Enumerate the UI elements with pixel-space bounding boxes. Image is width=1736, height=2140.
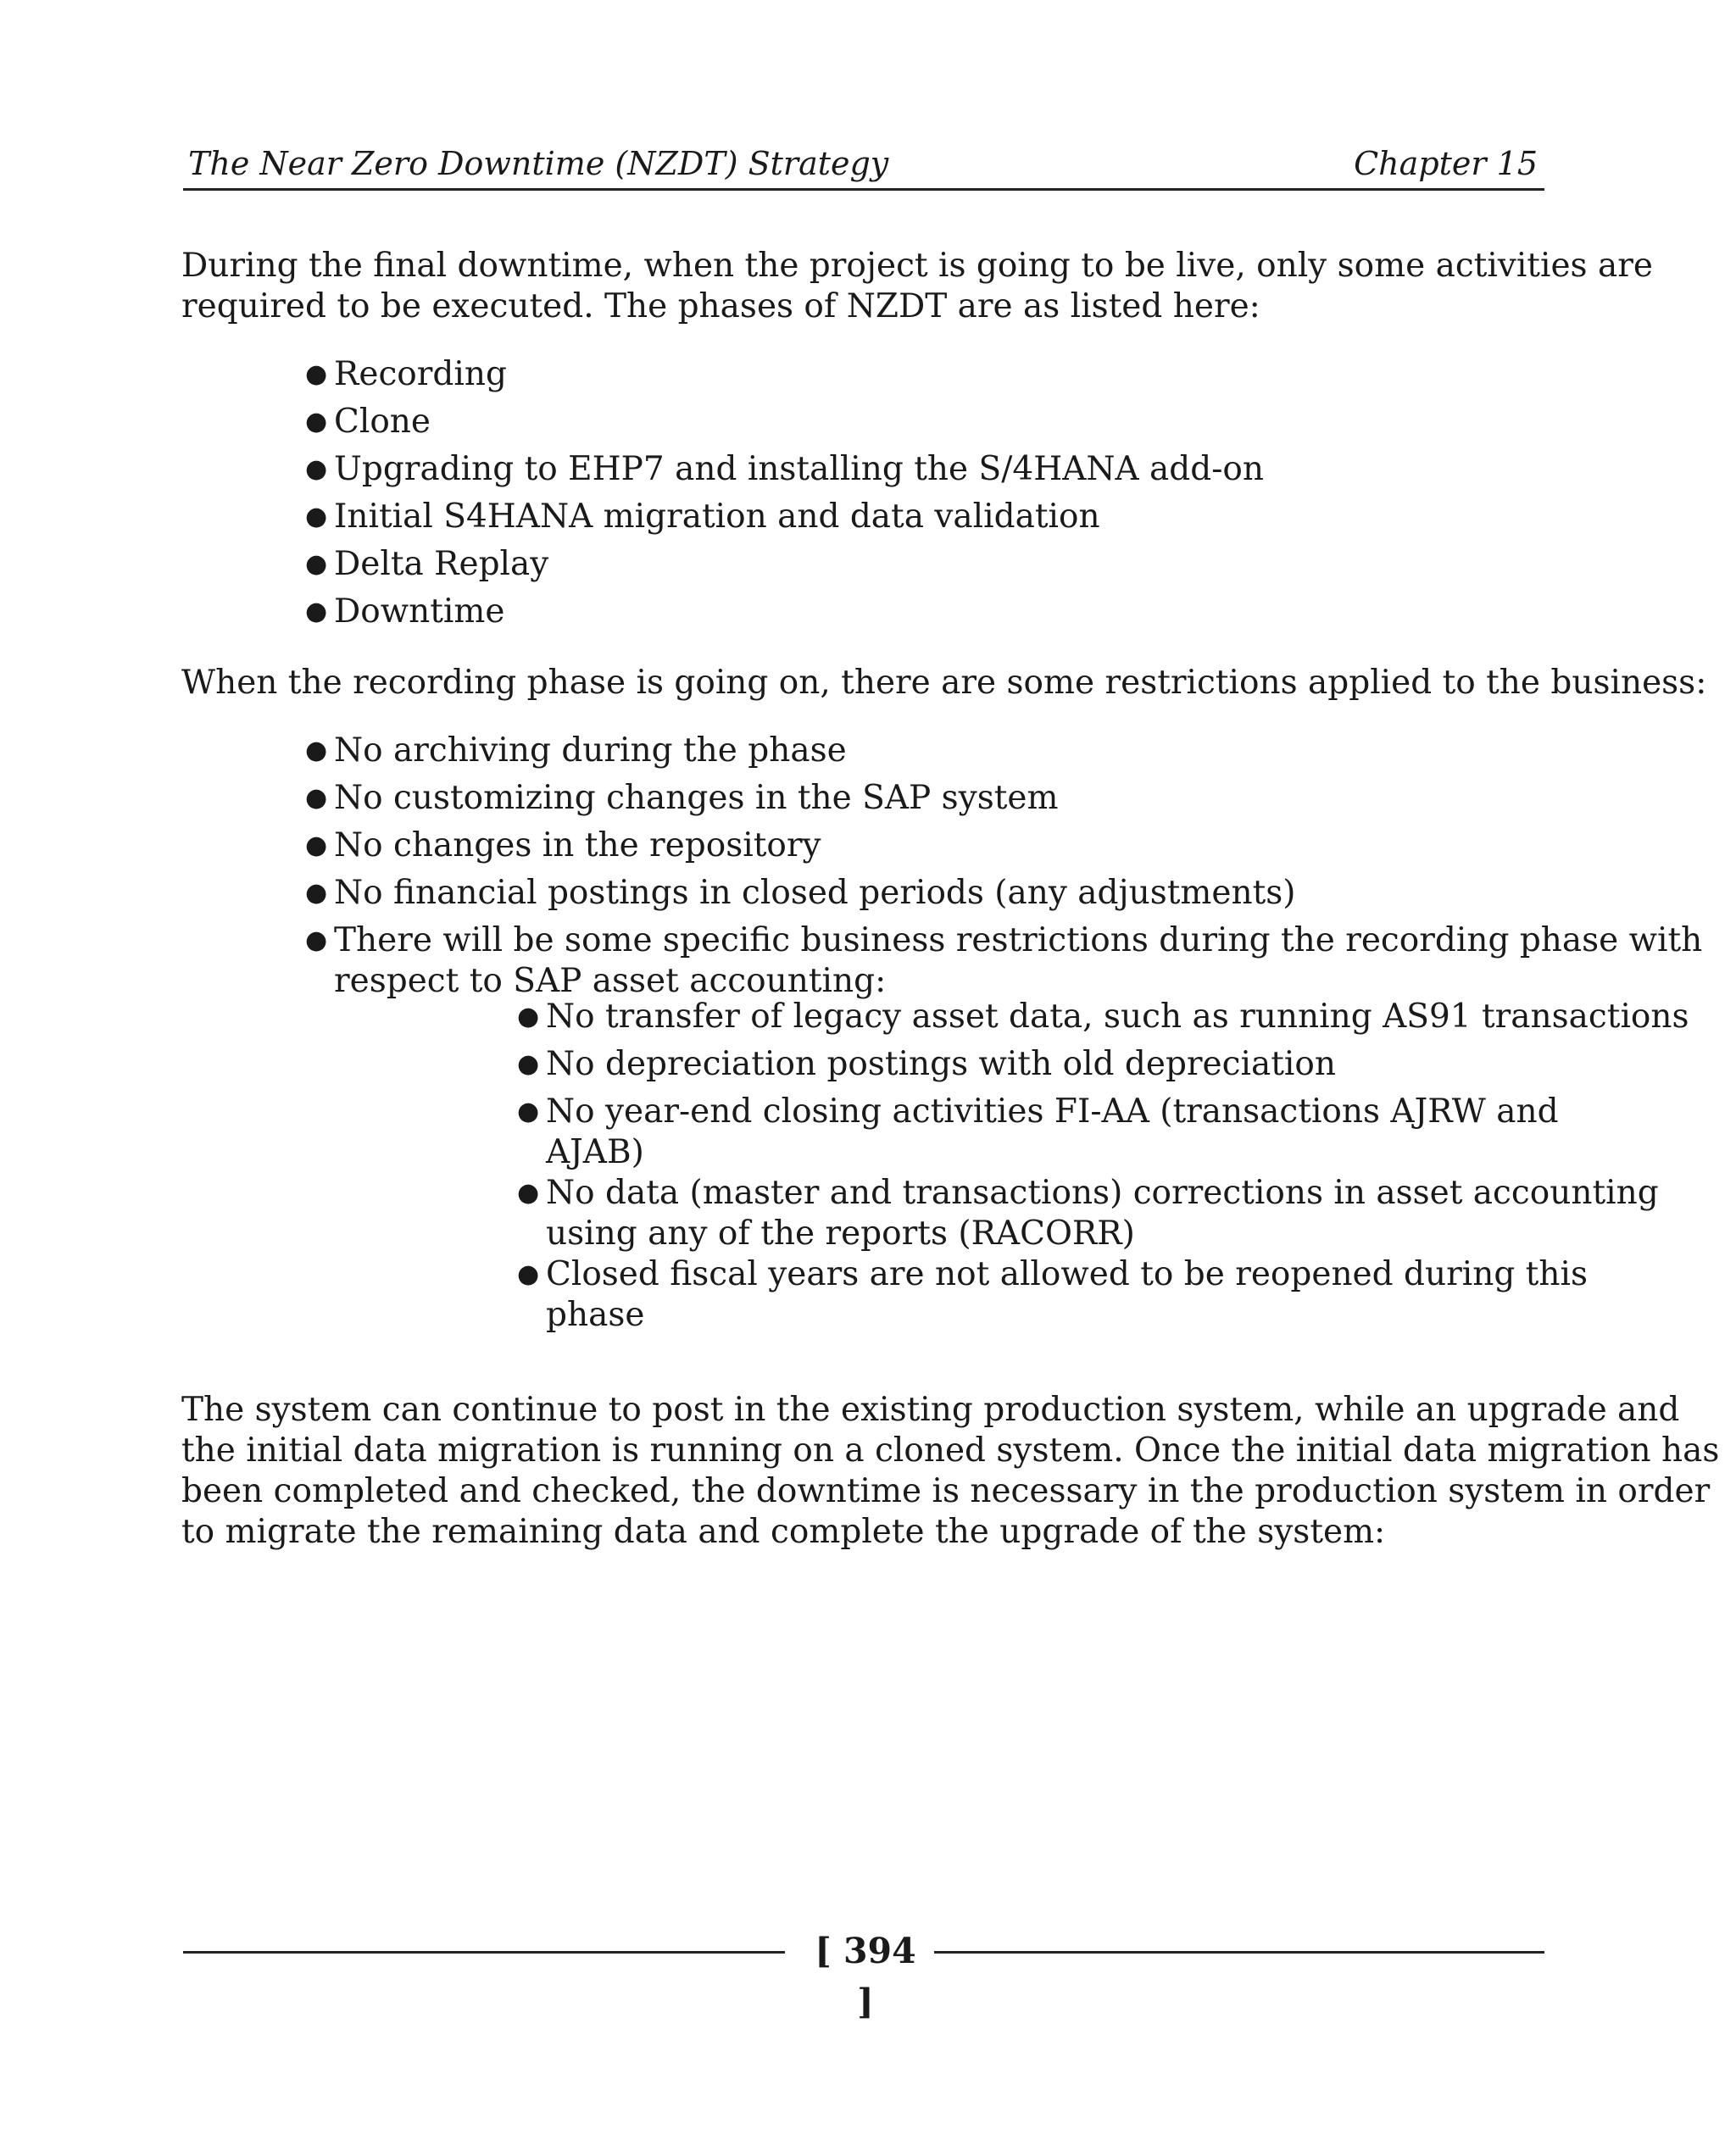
closing-line: the initial data migration is running on a cloned system. Once the initial data migration has — [181, 1431, 1720, 1470]
list-item: ● Closed fiscal years are not allowed to be reopened during this phase — [517, 1255, 1588, 1334]
list-item: ● Recording — [305, 355, 507, 393]
list-item: ● There will be some specific business restrictions during the recording phase with respect to SAP asset accounting: — [305, 921, 1703, 1000]
footer-rule-right — [934, 1951, 1544, 1954]
intro-paragraph — [181, 246, 1653, 327]
list-item: ● No changes in the repository — [305, 826, 821, 864]
bullet-icon: ● — [305, 359, 328, 389]
running-header — [183, 144, 1544, 191]
list-item: ● Initial S4HANA migration and data validation — [305, 497, 1100, 536]
bullet-icon: ● — [305, 502, 328, 531]
list-item: ● Downtime — [305, 592, 505, 631]
list-item: ● No financial postings in closed periods (any adjustments) — [305, 874, 1296, 912]
list-item: ● Upgrading to EHP7 and installing the S/4HANA add-on — [305, 450, 1265, 488]
restrictions-intro: When the recording phase is going on, there are some restrictions applied to the business: — [181, 664, 1707, 702]
bullet-icon: ● — [305, 597, 328, 626]
list-item: ● No archiving during the phase — [305, 731, 847, 770]
page-footer — [183, 1926, 1544, 2022]
bullet-icon: ● — [517, 1049, 540, 1079]
bullet-icon: ● — [305, 878, 328, 908]
header-chapter: Chapter 15 — [1354, 145, 1538, 182]
bullet-icon: ● — [517, 1178, 540, 1208]
bullet-icon: ● — [305, 783, 328, 813]
closing-paragraph — [181, 1390, 1720, 1553]
list-item: ● No customizing changes in the SAP system — [305, 779, 1059, 817]
list-item: ● Clone — [305, 403, 431, 441]
bullet-icon: ● — [305, 549, 328, 579]
intro-line: During the final downtime, when the project is going to be live, only some activities are — [181, 247, 1653, 285]
list-item: ● No data (master and transactions) corrections in asset accounting using any of the reports (RACORR) — [517, 1174, 1659, 1253]
intro-line: required to be executed. The phases of NZDT are as listed here: — [181, 287, 1260, 325]
bullet-icon: ● — [305, 454, 328, 484]
list-item: ● No depreciation postings with old depreciation — [517, 1045, 1336, 1083]
bullet-icon: ● — [517, 1259, 540, 1289]
bullet-icon: ● — [305, 831, 328, 860]
list-item: ● Delta Replay — [305, 545, 549, 583]
bullet-icon: ● — [305, 925, 328, 955]
bullet-icon: ● — [517, 1097, 540, 1126]
bullet-icon: ● — [305, 736, 328, 765]
phases-list — [305, 354, 1265, 639]
bullet-icon: ● — [305, 407, 328, 436]
page-number: [ 394 ] — [815, 1931, 916, 2022]
list-item: ● No transfer of legacy asset data, such as running AS91 transactions — [517, 998, 1689, 1036]
asset-accounting-list — [517, 997, 1689, 1336]
closing-line: The system can continue to post in the existing production system, while an upgrade and — [181, 1391, 1680, 1429]
header-title: The Near Zero Downtime (NZDT) Strategy — [188, 145, 889, 182]
restrictions-list — [305, 731, 1703, 1002]
closing-line: to migrate the remaining data and complete the upgrade of the system: — [181, 1513, 1386, 1551]
list-item: ● No year-end closing activities FI-AA (transactions AJRW and AJAB) — [517, 1092, 1559, 1171]
bullet-icon: ● — [517, 1002, 540, 1031]
closing-line: been completed and checked, the downtime is necessary in the production system in order — [181, 1472, 1711, 1510]
footer-rule-left — [183, 1951, 785, 1954]
